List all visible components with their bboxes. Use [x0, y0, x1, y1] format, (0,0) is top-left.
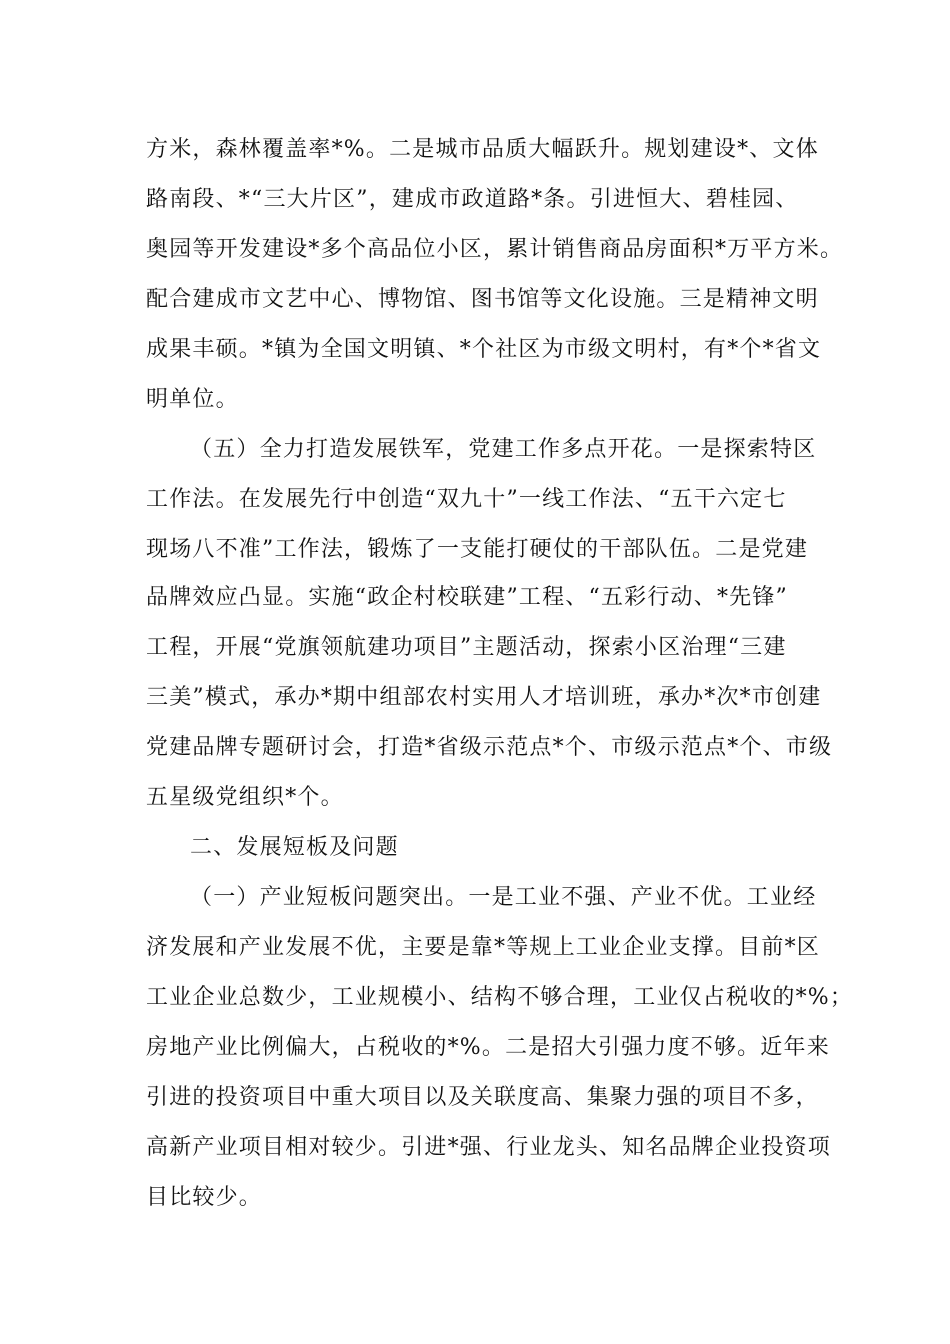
- text-line: 明单位。: [146, 387, 239, 412]
- text-line: 三美”模式，承办*期中组部农村实用人才培训班，承办*次*市创建: [146, 685, 822, 710]
- text-line: 引进的投资项目中重大项目以及关联度高、集聚力强的项目不多，: [146, 1085, 819, 1110]
- chapter-heading: 二、发展短板及问题: [190, 835, 399, 860]
- text-line: 党建品牌专题研讨会，打造*省级示范点*个、市级示范点*个、市级: [146, 735, 833, 760]
- text-line: 现场八不准”工作法，锻炼了一支能打硬仗的干部队伍。二是党建: [146, 537, 809, 562]
- text-line: 方米，森林覆盖率*%。二是城市品质大幅跃升。规划建设*、文体: [146, 137, 819, 162]
- text-line: 奥园等开发建设*多个高品位小区，累计销售商品房面积*万平方米。: [146, 237, 844, 262]
- text-line: 高新产业项目相对较少。引进*强、行业龙头、知名品牌企业投资项: [146, 1135, 832, 1160]
- text-line: 成果丰硕。*镇为全国文明镇、*个社区为市级文明村，有*个*省文: [146, 337, 822, 362]
- section-heading: （五）全力打造发展铁军，党建工作多点开花。一是探索特区: [190, 437, 817, 462]
- text-line: 目比较少。: [146, 1185, 263, 1210]
- text-line: 济发展和产业发展不优，主要是靠*等规上工业企业支撑。目前*区: [146, 935, 821, 960]
- text-line: 工作法。在发展先行中创造“双九十”一线工作法、“五干六定七: [146, 487, 787, 512]
- text-line: 工程，开展“党旗领航建功项目”主题活动，探索小区治理“三建: [146, 635, 787, 660]
- text-line: 路南段、*“三大片区”，建成市政道路*条。引进恒大、碧桂园、: [146, 187, 799, 212]
- text-line: 品牌效应凸显。实施“政企村校联建”工程、“五彩行动、*先锋”: [146, 585, 788, 610]
- text-line: 工业企业总数少，工业规模小、结构不够合理，工业仅占税收的*%；: [146, 985, 854, 1010]
- section-heading: （一）产业短板问题突出。一是工业不强、产业不优。工业经: [190, 885, 817, 910]
- text-line: 房地产业比例偏大，占税收的*%。二是招大引强力度不够。近年来: [146, 1035, 830, 1060]
- text-line: 配合建成市文艺中心、博物馆、图书馆等文化设施。三是精神文明: [146, 287, 819, 312]
- text-line: 五星级党组织*个。: [146, 785, 344, 810]
